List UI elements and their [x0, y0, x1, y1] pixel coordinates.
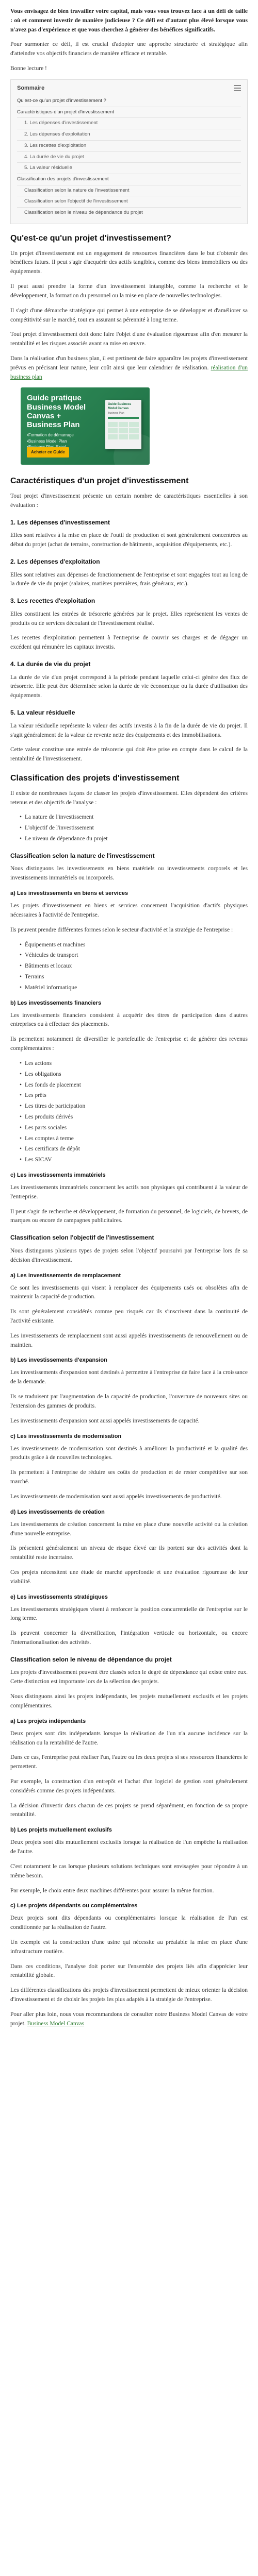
- minor-heading: b) Les investissements financiers: [10, 999, 102, 1006]
- toc-item[interactable]: Caractéristiques d'un projet d'investissement: [17, 107, 241, 118]
- paragraph: Un projet d'investissement est un engagement de ressources financières dans le but d'obtenir des bénéfices futurs. Il peut s'agir d'acquérir des actifs tangibles, comme des biens immobiliers ou des équipements.: [10, 250, 248, 275]
- paragraph: Ils se traduisent par l'augmentation de la capacité de production, l'ouverture de nouveaux sites ou l'extension des gammes de produits.: [10, 1394, 248, 1409]
- toc-item[interactable]: 2. Les dépenses d'exploitation: [17, 129, 241, 140]
- list-item: • Terrains: [20, 973, 248, 982]
- paragraph: Les projets d'investissement en biens et services concernent l'acquisition d'actifs physiques nécessaires à l'activité de l'entreprise.: [10, 903, 248, 918]
- minor-heading: c) Les investissements immatériels: [10, 1172, 106, 1178]
- minor-heading: d) Les investissements de création: [10, 1509, 105, 1515]
- guide-book-cover: [105, 400, 141, 449]
- paragraph: Deux projets sont dits mutuellement exclusifs lorsque la réalisation de l'un empêche la réalisation de l'autre.: [10, 1839, 248, 1855]
- minor-heading: c) Les investissements de modernisation: [10, 1433, 122, 1439]
- toc-item[interactable]: 1. Les dépenses d'investissement: [17, 117, 241, 129]
- paragraph: Un exemple est la construction d'une usine qui nécessite au préalable la mise en place d'une infrastructure routière.: [10, 1939, 248, 1955]
- paragraph: Par exemple, la construction d'un entrepôt et l'achat d'un logiciel de gestion sont généralement considérés comme des projets indépendants.: [10, 1778, 248, 1794]
- promo-bullet: • Formation de démarrage: [27, 432, 94, 438]
- paragraph: Les investissements d'expansion sont aussi appelés investissements de capacité.: [10, 1417, 200, 1424]
- intro-paragraph: Pour surmonter ce défi, il est crucial d'adopter une approche structurée et stratégique afin d'atteindre vos objectifs financiers de manière efficace et rentable.: [10, 41, 248, 57]
- paragraph-text: Pour aller plus loin, nous vous recommandons de consulter notre Business Model Canvas de votre projet.: [10, 2011, 248, 2027]
- subheading: Classification selon l'objectif de l'investissement: [10, 1234, 154, 1242]
- paragraph: Deux projets sont dits dépendants ou complémentaires lorsque la réalisation de l'un est conditionnée par la réalisation de l'autre.: [10, 1915, 248, 1931]
- paragraph: Nous distinguons les investissements en biens matériels ou investissements corporels et les investissements immatériels ou incorporels.: [10, 866, 248, 882]
- bullet-list: [20, 813, 248, 843]
- paragraph: Les investissements financiers consistent à acquérir des titres de participation dans d'autres entreprises ou à effectuer des placements.: [10, 1012, 248, 1028]
- paragraph: Ils peuvent prendre différentes formes selon le secteur d'activité et la stratégie de l'entreprise :: [10, 926, 233, 933]
- toc-title: Sommaire: [17, 84, 45, 91]
- minor-heading: a) Les projets indépendants: [10, 1718, 86, 1724]
- list-item: • L'objectif de l'investissement: [20, 824, 248, 833]
- minor-heading: b) Les investissements d'expansion: [10, 1357, 107, 1364]
- paragraph: Ils présentent généralement un niveau de risque élevé car ils portent sur des activités dont la rentabilité reste incertaine.: [10, 1545, 248, 1561]
- paragraph: Dans ce cas, l'entreprise peut réaliser l'un, l'autre ou les deux projets si ses ressources financières le permettent.: [10, 1754, 248, 1770]
- paragraph: Elles sont relatives aux dépenses de fonctionnement de l'entreprise et sont engagées tout au long de la durée de vie du projet (salaires, matières premières, frais généraux, etc.).: [10, 571, 248, 587]
- paragraph: Il existe de nombreuses façons de classer les projets d'investissement. Elles dépendent des critères retenus et des objectifs de l'analyse :: [10, 790, 248, 806]
- promo-text: [27, 394, 94, 450]
- list-item: • Les actions: [20, 1059, 248, 1069]
- book-canvas-grid: [108, 422, 139, 439]
- subheading: Classification selon la nature de l'investissement: [10, 852, 155, 859]
- paragraph: Les investissements de création concernent la mise en place d'une nouvelle activité ou la création d'une nouvelle entreprise.: [10, 1521, 248, 1537]
- list-item: • Véhicules de transport: [20, 951, 248, 960]
- paragraph: C'est notamment le cas lorsque plusieurs solutions techniques sont envisagées pour répondre à un même besoin.: [10, 1863, 248, 1879]
- list-item: • Matériel informatique: [20, 984, 248, 993]
- subheading: 2. Les dépenses d'exploitation: [10, 558, 100, 566]
- minor-heading: c) Les projets dépendants ou complémentaires: [10, 1903, 138, 1909]
- paragraph: Dans ces conditions, l'analyse doit porter sur l'ensemble des projets liés afin d'apprécier leur rentabilité globale.: [10, 1963, 248, 1979]
- table-of-contents: [10, 79, 248, 224]
- bullet-list: [20, 1059, 248, 1165]
- paragraph: Il peut s'agir de recherche et développement, de formation du personnel, de logiciels, de brevets, de marques ou encore de campagnes publicitaires.: [10, 1208, 248, 1224]
- book-title: Guide Business Model Canvas: [108, 403, 132, 410]
- section-title-classification: Classification des projets d'investissement: [10, 773, 180, 783]
- paragraph: Elles sont relatives à la mise en place de l'outil de production et sont généralement concentrées au début du projet (achat de terrains, construction de bâtiments, acquisition d'équipements, etc.).: [10, 532, 248, 548]
- list-item: • Les prêts: [20, 1091, 248, 1100]
- paragraph: Cette valeur constitue une entrée de trésorerie qui doit être prise en compte dans le calcul de la rentabilité de l'investissement.: [10, 747, 248, 762]
- intro-signoff: Bonne lecture !: [10, 65, 47, 72]
- bullet-list: [20, 941, 248, 993]
- paragraph: Les projets d'investissement peuvent être classés selon le degré de dépendance qui existe entre eux. Cette distinction est importante lors de la sélection des projets.: [10, 1669, 248, 1685]
- paragraph: Nous distinguons plusieurs types de projets selon l'objectif poursuivi par l'entreprise lors de sa décision d'investissement.: [10, 1247, 248, 1263]
- paragraph: Il s'agit d'une démarche stratégique qui permet à une entreprise de se développer et d'améliorer sa compétitivité sur le marché, tout en assurant sa pérennité à long terme.: [10, 307, 248, 323]
- minor-heading: a) Les investissements de remplacement: [10, 1272, 121, 1279]
- paragraph: La décision d'investir dans chacun de ces projets se prend séparément, en fonction de sa propre rentabilité.: [10, 1802, 248, 1818]
- paragraph: Ils permettent notamment de diversifier le portefeuille de l'entreprise et de générer des revenus complémentaires :: [10, 1036, 248, 1052]
- paragraph: La valeur résiduelle représente la valeur des actifs investis à la fin de la durée de vie du projet. Il s'agit généralement de la valeur de revente nette des équipements et des immobilisations.: [10, 722, 248, 738]
- list-item: • Les parts sociales: [20, 1124, 248, 1133]
- paragraph: Ce sont les investissements qui visent à remplacer des équipements usés ou obsolètes afin de maintenir la capacité de production.: [10, 1284, 248, 1300]
- paragraph: Les investissements de modernisation sont destinés à améliorer la productivité et la qualité des produits grâce à de nouvelles technologies.: [10, 1445, 248, 1461]
- list-item: • Les comptes à terme: [20, 1134, 248, 1144]
- intro-lead: Vous envisagez de bien travailler votre capital, mais vous vous trouvez face à un défi de taille : où et comment investir de manière judicieuse ? Ce défi est d'autant plus élevé lorsque vous n'avez pas d'expérience et que vous cherchez à générer des bénéfices significatifs.: [10, 8, 248, 33]
- paragraph: Les différentes classifications des projets d'investissement permettent de mieux orienter la décision d'investissement et de choisir les projets les plus adaptés à la stratégie de l'entreprise.: [10, 1987, 248, 2003]
- subheading: 5. La valeur résiduelle: [10, 709, 75, 717]
- toc-item[interactable]: 4. La durée de vie du projet: [17, 151, 241, 163]
- list-item: • Les SICAV: [20, 1156, 248, 1165]
- toc-item[interactable]: Qu'est-ce qu'un projet d'investissement ?: [17, 97, 106, 104]
- promo-title: Guide pratique Business Model Canvas + Business Plan: [27, 394, 86, 430]
- paragraph: Les investissements de remplacement sont aussi appelés investissements de renouvellement ou de maintien.: [10, 1332, 248, 1348]
- toc-item[interactable]: Classification selon le niveau de dépendance du projet: [17, 207, 241, 218]
- paragraph: Ils peuvent concerner la diversification, l'intégration verticale ou horizontale, ou encore l'internationalisation des activités.: [10, 1630, 248, 1646]
- subheading: Classification selon le niveau de dépendance du projet: [10, 1655, 172, 1663]
- buy-guide-button[interactable]: Acheter ce Guide: [27, 447, 69, 457]
- subheading: 3. Les recettes d'exploitation: [10, 597, 95, 605]
- list-item: • Le niveau de dépendance du projet: [20, 835, 248, 844]
- minor-heading: a) Les investissements en biens et services: [10, 890, 128, 897]
- toc-list: [17, 96, 241, 218]
- paragraph-with-link: [10, 354, 248, 382]
- list-item: • Les fonds de placement: [20, 1081, 248, 1090]
- book-subtitle: Business Plan: [108, 411, 124, 415]
- toc-header: [17, 84, 241, 93]
- paragraph: Ils permettent à l'entreprise de réduire ses coûts de production et de rester compétitive sur son marché.: [10, 1469, 248, 1485]
- list-item: • La nature de l'investissement: [20, 813, 248, 822]
- paragraph-with-link: [10, 2010, 248, 2029]
- paragraph: Tout projet d'investissement doit donc faire l'objet d'une évaluation rigoureuse afin d'en mesurer la rentabilité et les risques associés avant sa mise en œuvre.: [10, 331, 248, 347]
- list-item: • Les titres de participation: [20, 1102, 248, 1111]
- list-item: • Bâtiments et locaux: [20, 962, 248, 971]
- list-item: • Les obligations: [20, 1070, 248, 1079]
- toc-item[interactable]: Classification selon la nature de l'investissement: [17, 185, 241, 196]
- minor-heading: b) Les projets mutuellement exclusifs: [10, 1827, 112, 1834]
- business-model-canvas-link[interactable]: Business Model Canvas: [27, 2020, 85, 2027]
- toc-item[interactable]: Classification selon l'objectif de l'investissement: [17, 196, 241, 207]
- subheading: 1. Les dépenses d'investissement: [10, 518, 110, 526]
- list-item: • Les certificats de dépôt: [20, 1145, 248, 1154]
- toc-item[interactable]: 5. La valeur résiduelle: [17, 162, 241, 174]
- toc-item[interactable]: 3. Les recettes d'exploitation: [17, 140, 241, 151]
- paragraph: Les investissements stratégiques visent à renforcer la position concurrentielle de l'entreprise sur le long terme.: [10, 1606, 248, 1622]
- paragraph: Elles constituent les entrées de trésorerie générées par le projet. Elles représentent les ventes de produits ou de services découlant de l'investissement réalisé.: [10, 611, 248, 626]
- guide-promo-banner[interactable]: [21, 387, 150, 465]
- paragraph: Ces projets nécessitent une étude de marché approfondie et une évaluation rigoureuse de leur viabilité.: [10, 1569, 248, 1585]
- menu-icon[interactable]: [234, 85, 241, 91]
- paragraph: Les investissements immatériels concernent les actifs non physiques qui contribuent à la valeur de l'entreprise.: [10, 1184, 248, 1200]
- paragraph-text: Dans la réalisation d'un business plan, il est pertinent de faire apparaître les projets d'investissement prévus en précisant leur nature, leur coût ainsi que leur calendrier de réalisation.: [10, 355, 248, 371]
- list-item: • Les produits dérivés: [20, 1113, 248, 1122]
- paragraph: Par exemple, le choix entre deux machines différentes pour assurer la même fonction.: [10, 1887, 214, 1894]
- section-title-characteristics: Caractéristiques d'un projet d'investissement: [10, 477, 189, 486]
- paragraph: La durée de vie d'un projet correspond à la période pendant laquelle celui-ci génère des flux de trésorerie. Elle peut être déterminée selon la durée de vie économique ou la durée d'utilisation des équipements.: [10, 674, 248, 699]
- toc-item[interactable]: Classification des projets d'investissement: [17, 174, 241, 185]
- minor-heading: e) Les investissements stratégiques: [10, 1594, 108, 1600]
- paragraph: Les investissements d'expansion sont destinés à permettre à l'entreprise de faire face à la croissance de la demande.: [10, 1369, 248, 1385]
- paragraph: Les recettes d'exploitation permettent à l'entreprise de couvrir ses charges et de dégager un excédent qui rémunère les capitaux investis.: [10, 635, 248, 651]
- paragraph: Tout projet d'investissement présente un certain nombre de caractéristiques essentielles à son évaluation :: [10, 493, 248, 509]
- section-title-definition: Qu'est-ce qu'un projet d'investissement?: [10, 233, 171, 243]
- paragraph: Les investissements de modernisation sont aussi appelés investissements de productivité.: [10, 1493, 222, 1500]
- paragraph: Il peut aussi prendre la forme d'un investissement intangible, comme la recherche et le développement, la formation du personnel ou la mise en place de nouvelles technologies.: [10, 283, 248, 299]
- book-bar: [108, 417, 139, 419]
- paragraph: Ils sont généralement considérés comme peu risqués car ils s'inscrivent dans la continuité de l'activité existante.: [10, 1309, 248, 1324]
- paragraph: Deux projets sont dits indépendants lorsque la réalisation de l'un n'a aucune incidence sur la réalisation ou la rentabilité de l'autre.: [10, 1730, 248, 1746]
- paragraph: Nous distinguons ainsi les projets indépendants, les projets mutuellement exclusifs et les projets complémentaires.: [10, 1693, 248, 1709]
- business-plan-link[interactable]: réalisation d'un business plan: [10, 364, 248, 380]
- subheading: 4. La durée de vie du projet: [10, 660, 91, 668]
- promo-bullet: • Business Model Plan: [27, 438, 94, 444]
- list-item: • Équipements et machines: [20, 941, 248, 950]
